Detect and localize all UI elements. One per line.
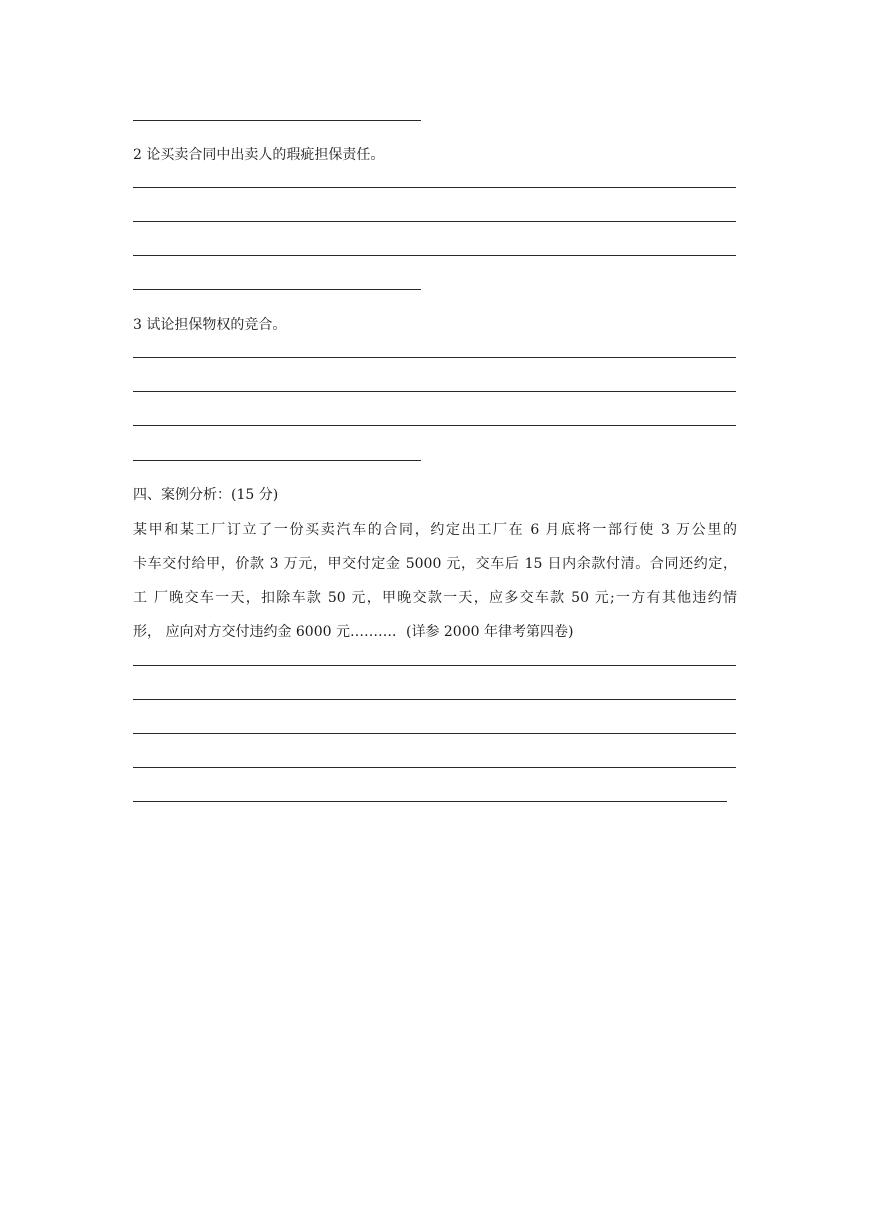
answer-line (133, 391, 736, 392)
answer-line (133, 699, 736, 700)
case-line: 形， 应向对方交付违约金 6000 元………．(详参 2000 年律考第四卷) (133, 624, 574, 640)
case-line: 工 厂晚交车一天，扣除车款 50 元，甲晚交款一天，应多交车款 50 元;一方有其他违约情 (133, 590, 737, 606)
answer-line (133, 460, 421, 461)
answer-line (133, 255, 736, 256)
answer-line (133, 665, 736, 666)
case-line: 某甲和某工厂订立了一份买卖汽车的合同，约定出工厂在 6 月底将一部行使 3 万公里的 (133, 522, 737, 538)
answer-line (133, 425, 736, 426)
case-description (133, 520, 737, 642)
answer-line (133, 767, 736, 768)
question-3-title: 3 试论担保物权的竞合。 (133, 317, 287, 333)
question-2-title: 2 论买卖合同中出卖人的瑕疵担保责任。 (133, 147, 385, 163)
case-line: 卡车交付给甲，价款 3 万元，甲交付定金 5000 元，交车后 15 日内余款付清。合同还约定， (133, 556, 737, 572)
section-4-heading: 四、案例分析：(15 分) (133, 487, 279, 503)
answer-line (133, 289, 421, 290)
answer-line (133, 187, 736, 188)
answer-line (133, 733, 736, 734)
answer-line (133, 801, 727, 802)
answer-line (133, 120, 421, 121)
answer-line (133, 357, 736, 358)
answer-line (133, 221, 736, 222)
